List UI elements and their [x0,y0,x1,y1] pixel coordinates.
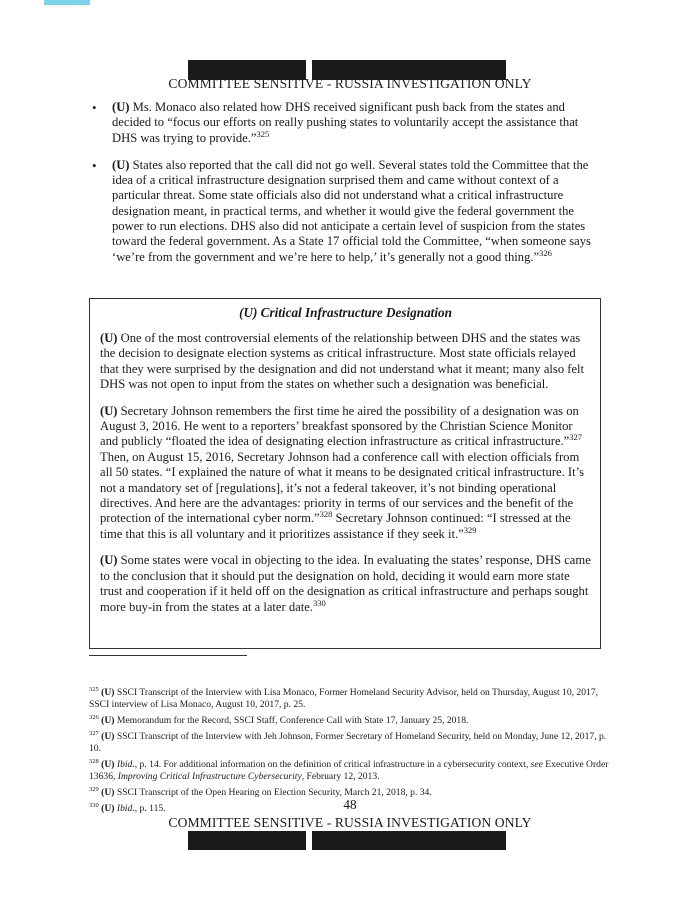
box-paragraph [100,404,591,543]
box-title: (U) Critical Infrastructure Designation [239,305,452,320]
classification-tag: (U) [100,403,118,418]
footnote-ref[interactable]: 329 [463,524,477,535]
classification-tag: (U) [112,100,130,114]
scan-mark [44,0,90,5]
bullet-item [92,100,602,146]
header-classification: COMMITTEE SENSITIVE - RUSSIA INVESTIGATION ONLY [168,76,532,91]
bullet-item [92,157,602,265]
footnote-ref[interactable]: 325 [256,128,270,139]
redaction-block [312,831,506,850]
footnote: $^{329}$ (U) SSCI Transcript of the Open Hearing on Election Security, March 21, 2018, p. 34. [89,786,432,799]
bullet-text: States also reported that the call did not go well. Several states told the Committee that the idea of a critical infrastructure designation surprised them and came without context of a particular threat. Some state officials also did not understand what a critical infrastructure designation meant, in practical terms, and whether it would give the federal government the power to run elections. DHS also did not anticipate a certain level of suspicion from the states toward the federal government. As a State 17 official told the Committee, “when someone says ‘we’re from the government and we’re here to help,’ it’s generally not a good thing.” [112,157,591,264]
classification-tag: (U) [112,157,130,172]
classification-tag: (U) [100,553,118,568]
box-paragraph [100,553,591,615]
footnote: $^{328}$ (U) Ibid., p. 14. For additional information on the definition of critical infrastructure in a cybersecurity context, see Executive Order 13636, Improving Critical Infrastructure Cybersecurity, February 12, 2013. [89,758,609,783]
sidebar-box [89,298,601,649]
footnote-ref[interactable]: 328 [319,509,333,520]
bullet-dot: • [92,100,97,115]
page-number: 48 [343,797,357,812]
footnote-ref[interactable]: 326 [539,247,552,258]
paragraph-text: Secretary Johnson continued: “I stressed at the time that this is all voluntary and it prioritizes assistance if they seek it.” [100,511,571,541]
footnote-ref[interactable]: 327 [569,432,583,443]
redaction-block [188,831,306,850]
paragraph-text: Then, on August 15, 2016, Secretary Johnson had a conference call with election officials from all 50 states. “I explained the nature of what it means to be designated critical infrastructure. It’s not a mandatory set of [regulations], it’s not a federal takeover, it’s not binding operational directives. And here are the advantages: priority in terms of our services and the benefit of the protection of the international cyber norm.” [100,449,584,526]
footnote: $^{325}$ (U) SSCI Transcript of the Interview with Lisa Monaco, Former Homeland Security Advisor, held on Thursday, August 10, 2017, SSCI interview of Lisa Monaco, August 10, 2017, p. 25. [89,686,599,711]
footnote-divider [89,655,247,656]
footnote-ref[interactable]: 330 [312,597,326,608]
paragraph-text: One of the most controversial elements of the relationship between DHS and the states was the decision to designate election systems as critical infrastructure. Most state officials relayed that they were surprised by the designation and did not understand what it meant; many also felt DHS was not open to input from the states on whether such a designation was beneficial. [100,331,585,392]
bullet-text: Ms. Monaco also related how DHS received significant push back from the states and decided to “focus our efforts on really pushing states to voluntarily accept the assistance that DHS was trying to provide.” [112,100,579,145]
box-paragraph [100,331,591,393]
footer-classification: COMMITTEE SENSITIVE - RUSSIA INVESTIGATION ONLY [168,815,532,830]
bullet-list [92,100,602,277]
bullet-dot: • [92,157,97,173]
footnote: $^{326}$ (U) Memorandum for the Record, SSCI Staff, Conference Call with State 17, January 25, 2018. [89,714,469,727]
footnote: $^{330}$ (U) Ibid., p. 115. [89,802,166,815]
classification-tag: (U) [100,331,118,345]
paragraph-text: Some states were vocal in objecting to the idea. In evaluating the states’ response, DHS came to the conclusion that it should put the designation on hold, deciding it would earn more state trust and cooperation if it held off on the designation as critical infrastructure and perhaps sought more buy-in from the states at a later date. [100,553,591,614]
paragraph-text: Secretary Johnson remembers the first time he aired the possibility of a designation was on August 3, 2016. He went to a reporters’ breakfast sponsored by the Christian Science Monitor and publicly “floated the idea of designating election infrastructure as critical infrastructure.” [100,403,579,449]
footnote: $^{327}$ (U) SSCI Transcript of the Interview with Jeh Johnson, Former Secretary of Homeland Security, held on Monday, June 12, 2017, p. 10. [89,730,607,755]
